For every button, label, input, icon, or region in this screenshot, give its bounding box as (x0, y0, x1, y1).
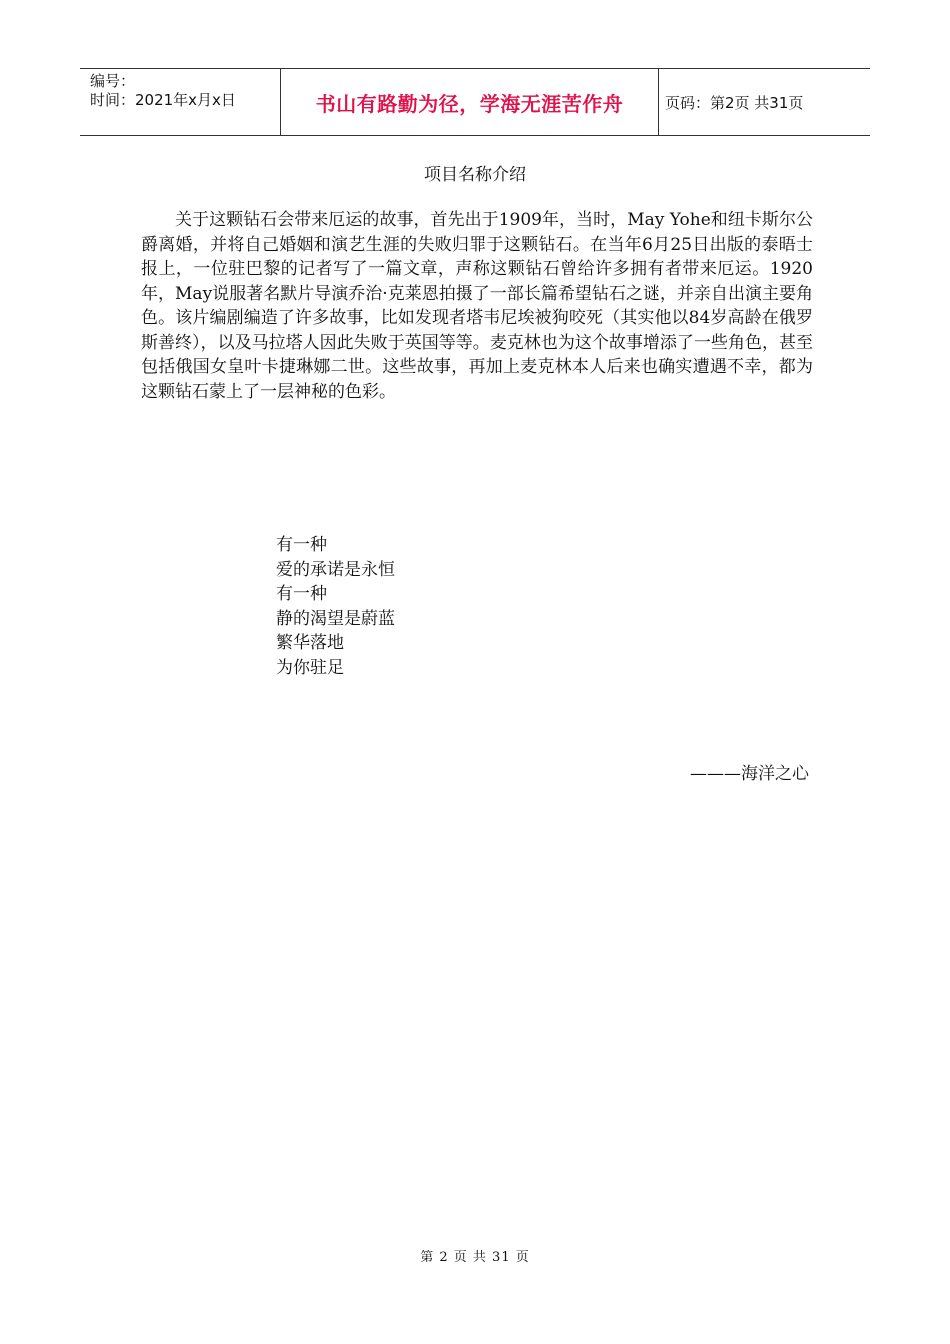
poem (276, 533, 395, 680)
serial-label: 编号： (90, 72, 136, 90)
header-page-info: 页码：第2页 共31页 (665, 93, 804, 112)
body-paragraph: 关于这颗钻石会带来厄运的故事，首先出于1909年，当时，May Yohe和纽卡斯尔公爵离婚，并将自己婚姻和演艺生涯的失败归罪于这颗钻石。在当年6月25日出版的泰晤士报上，一位驻巴黎的记者写了一篇文章，声称这颗钻石曾给许多拥有者带来厄运。1920年，May说服著名默片导演乔治·克莱恩拍摄了一部长篇希望钻石之谜，并亲自出演主要角色。该片编剧编造了许多故事，比如发现者塔韦尼埃被狗咬死（其实他以84岁高龄在俄罗斯善终），以及马拉塔人因此失败于英国等等。麦克林也为这个故事增添了一些角色，甚至包括俄国女皇叶卡捷琳娜二世。这些故事，再加上麦克林本人后来也确实遭遇不幸，都为这颗钻石蒙上了一层神秘的色彩。 (141, 210, 813, 402)
signature: ———海洋之心 (690, 764, 809, 784)
poem-line: 有一种 (276, 535, 327, 555)
document-title: 项目名称介绍 (424, 165, 526, 185)
poem-line: 静的渴望是蔚蓝 (276, 608, 395, 629)
poem-line: 有一种 (276, 584, 327, 604)
header-meta (80, 69, 281, 135)
header-table (80, 68, 870, 136)
poem-line: 繁华落地 (276, 633, 344, 653)
footer-page-number: 第 2 页 共 31 页 (420, 1250, 530, 1265)
poem-line: 爱的承诺是永恒 (276, 559, 395, 580)
time-label: 时间：2021年x月x日 (90, 91, 236, 109)
poem-line: 为你驻足 (276, 657, 344, 678)
header-motto: 书山有路勤为径，学海无涯苦作舟 (281, 69, 659, 135)
